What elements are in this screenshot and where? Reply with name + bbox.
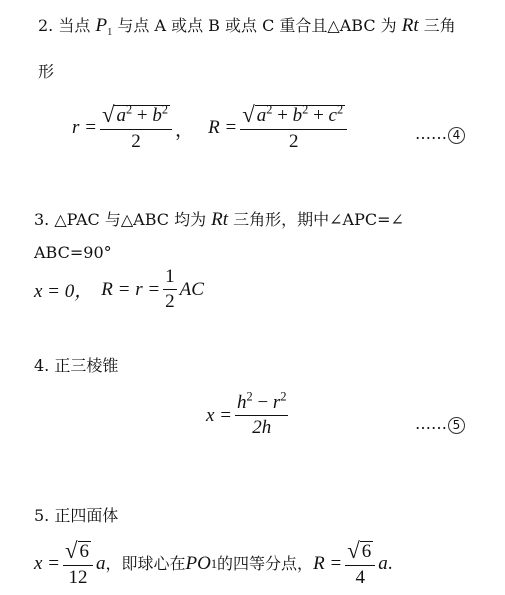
var-a: a	[96, 553, 106, 575]
item3-text-2: 三角形，期中∠APC=∠	[228, 210, 404, 229]
period: .	[387, 553, 393, 575]
item2-line1	[38, 15, 456, 39]
item3-text: 3. △PAC 与△ABC 均为	[34, 210, 212, 229]
item3-line2: ABC=90°	[34, 243, 112, 262]
eq-x: x =	[34, 553, 61, 575]
item2-text-3: 三角	[418, 16, 456, 35]
eq-R: R = r =	[101, 278, 161, 300]
item5-formula: x = √ 6 12 a ，即球心在 PO 1 的四等分点， R = √ 6 4 a .	[34, 538, 393, 588]
eq-x: x = 0，	[34, 281, 94, 303]
item5-text-2: 的四等分点，	[217, 554, 314, 574]
var-a: a	[378, 553, 388, 575]
item4-heading: 4. 正三棱锥	[34, 356, 119, 375]
fraction-half: $\frac{1}{2}$	[165, 266, 175, 312]
item2-text: 2. 当点	[38, 16, 96, 35]
fraction-height: $\frac{h^2 - r^2}{2h}$	[237, 389, 287, 438]
item5-heading: 5. 正四面体	[34, 506, 119, 525]
eq-r-label: r =	[72, 117, 97, 139]
item3-line1	[34, 210, 404, 230]
equation-ref-5: …… 5	[415, 414, 465, 434]
item5-text: ，即球心在	[105, 554, 186, 574]
item2-formula	[72, 104, 350, 153]
segment-po: PO	[185, 553, 211, 575]
item4-formula	[206, 389, 291, 439]
segment-ac: AC	[179, 278, 204, 300]
fraction-x: √ 6 12	[63, 540, 93, 589]
rt-label: Rt	[401, 15, 419, 36]
fraction-r: √ $a^2 + b^2$ 2	[100, 104, 172, 153]
point-p-sub: 1	[107, 27, 113, 39]
fraction-R: √ $a^2 + b^2 + c^2$ 2	[240, 104, 347, 153]
rt-label: Rt	[211, 209, 229, 230]
item2-text-2: 与点 A 或点 B 或点 C 重合且△ABC 为	[112, 16, 402, 35]
comma: ，	[175, 119, 195, 141]
circled-number: 4	[448, 127, 465, 144]
eq-R: R =	[313, 553, 343, 575]
circled-number: 5	[448, 417, 465, 434]
item3-formula	[34, 267, 204, 313]
item2-line2: 形	[38, 62, 55, 81]
point-p: P	[95, 15, 108, 36]
eq-R-label: R =	[208, 117, 238, 139]
eq-x: x =	[206, 404, 233, 426]
equation-ref-4: …… 4	[415, 124, 465, 144]
fraction-R: √ 6 4	[345, 540, 375, 589]
